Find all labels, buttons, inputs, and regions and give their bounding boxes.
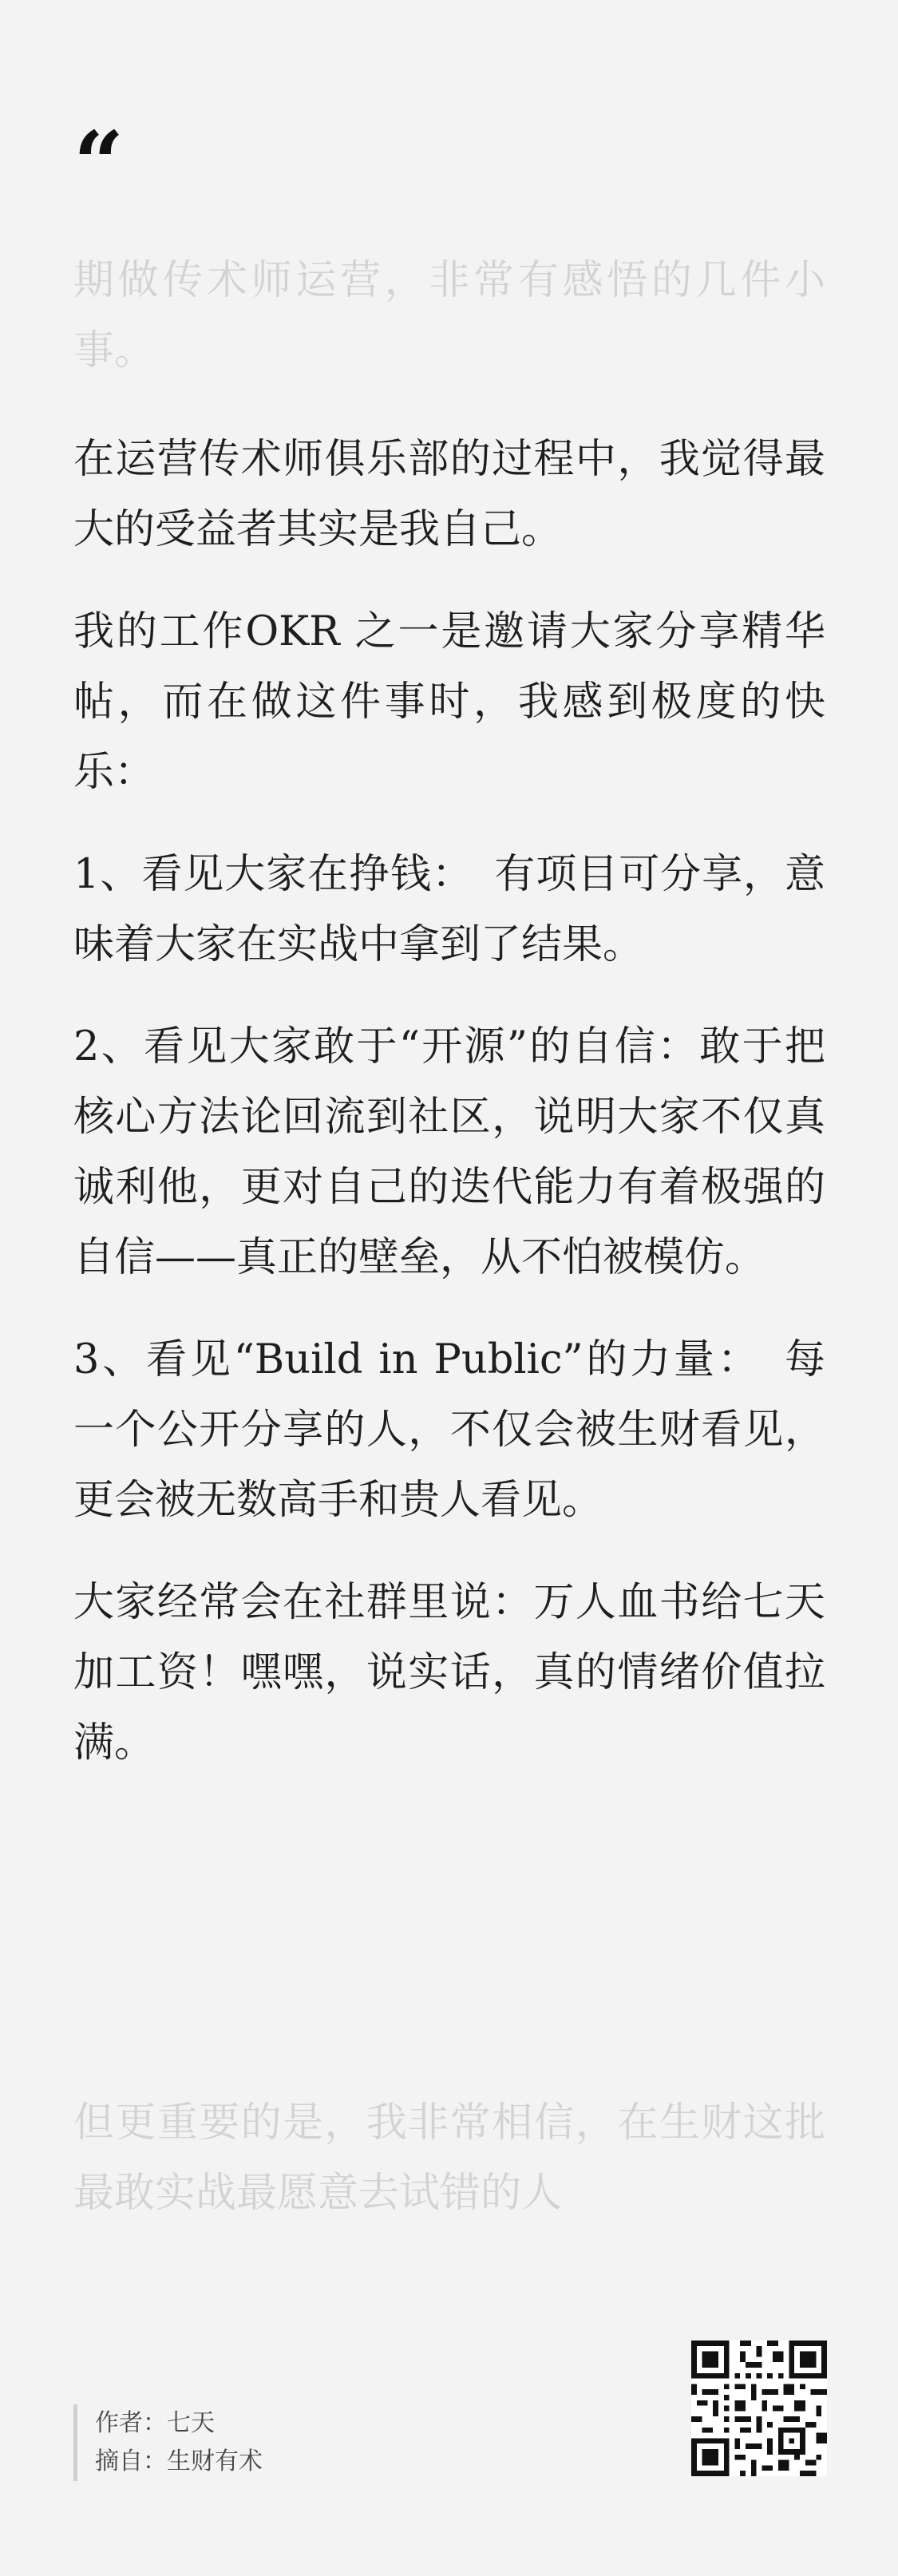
faded-outro-text: 但更重要的是，我非常相信，在生财这批最敢实战最愿意去试错的人 (73, 2099, 825, 2217)
attribution (73, 2404, 263, 2481)
author-line: 作者：七天 (95, 2409, 215, 2437)
paragraph-6: 大家经常会在社群里说：万人血书给七天加工资！嘿嘿，说实话，真的情绪价值拉满。 (73, 1579, 825, 1767)
quote-mark-icon: “ (73, 112, 125, 215)
paragraph-4: 2、看见大家敢于“开源”的自信：敢于把核心方法论回流到社区，说明大家不仅真诚利他，更对自己的迭代能力有着极强的自信——真正的壁垒，从不怕被模仿。 (73, 1023, 825, 1281)
paragraph-5: 3、看见“Build in Public”的力量： 每一个公开分享的人，不仅会被生财看见，更会被无数高手和贵人看见。 (73, 1336, 825, 1524)
article-body (73, 425, 825, 1810)
qr-code-icon (691, 2341, 827, 2476)
paragraph-3: 1、看见大家在挣钱： 有项目可分享，意味着大家在实战中拿到了结果。 (73, 851, 825, 968)
paragraph-1: 在运营传术师俱乐部的过程中，我觉得最大的受益者其实是我自己。 (73, 436, 825, 553)
paragraph-2: 我的工作OKR 之一是邀请大家分享精华帖，而在做这件事时，我感到极度的快乐： (73, 608, 825, 796)
faded-intro-text: 期做传术师运营，非常有感悟的几件小事。 (73, 257, 825, 374)
source-line: 摘自：生财有术 (95, 2447, 263, 2475)
